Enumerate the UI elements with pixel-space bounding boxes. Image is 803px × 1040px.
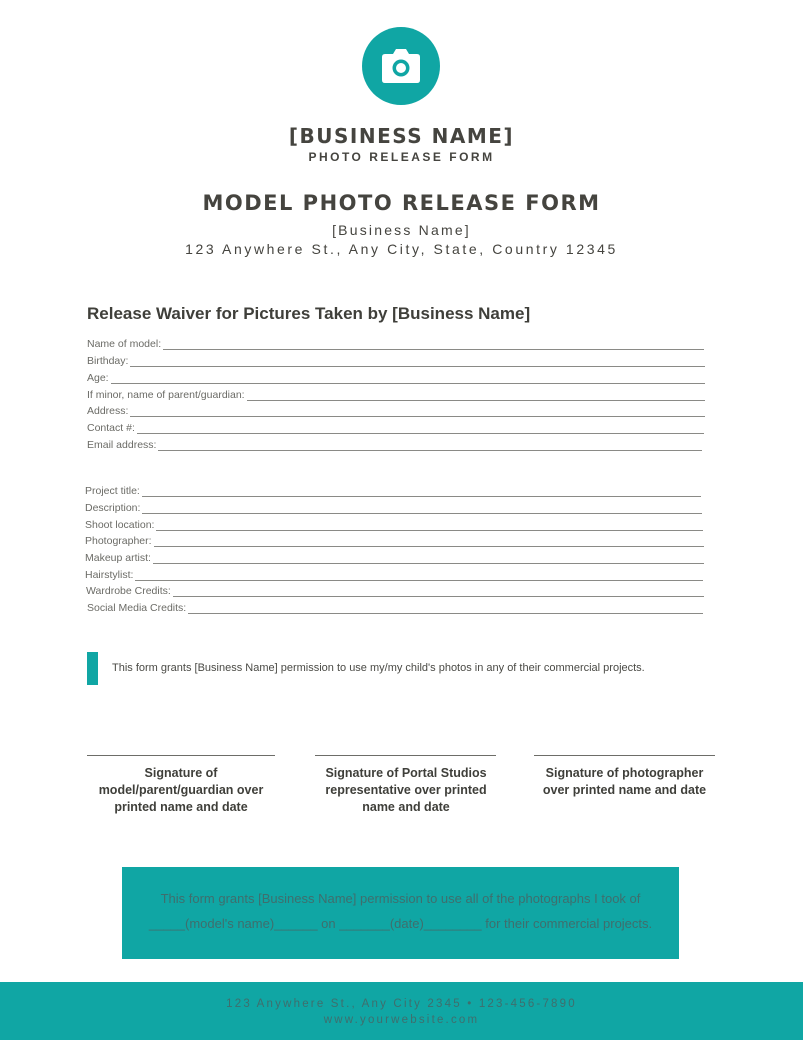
field-label: Birthday: <box>87 355 129 367</box>
field-label: Shoot location: <box>85 519 155 531</box>
field-label: Email address: <box>87 439 157 451</box>
permission-text-line-1: This form grants [Business Name] permission to use all of the photographs I took of <box>160 891 641 906</box>
footer-website: www.yourwebsite.com <box>323 1014 480 1026</box>
field-input-line[interactable] <box>153 553 704 564</box>
field-input-line[interactable] <box>173 586 704 597</box>
field-birthday[interactable] <box>87 353 705 367</box>
field-makeup-artist[interactable] <box>85 550 704 564</box>
grant-statement: This form grants [Business Name] permission to use my/my child's photos in any of their commercial projects. <box>112 662 645 674</box>
field-age[interactable] <box>87 370 705 384</box>
field-parent-guardian[interactable] <box>87 387 705 401</box>
footer <box>0 982 803 1040</box>
field-shoot-location[interactable] <box>85 517 703 531</box>
field-label: Hairstylist: <box>85 569 134 581</box>
signature-line-studio[interactable] <box>315 755 496 756</box>
business-address-line: 123 Anywhere St., Any City, State, Country 12345 <box>185 241 618 257</box>
field-label: Social Media Credits: <box>87 602 187 614</box>
signature-line-model[interactable] <box>87 755 275 756</box>
field-label: Description: <box>85 502 141 514</box>
footer-contact: 123 Anywhere St., Any City 2345 • 123-456-7890 <box>226 998 577 1010</box>
signature-caption-photographer: Signature of photographer over printed name and date <box>542 766 707 797</box>
field-label: Project title: <box>85 485 140 497</box>
signature-caption-model: Signature of model/parent/guardian over printed name and date <box>98 766 264 814</box>
field-input-line[interactable] <box>142 503 702 514</box>
signature-caption-studio: Signature of Portal Studios representative over printed name and date <box>325 766 487 814</box>
field-label: Name of model: <box>87 338 162 350</box>
field-label: Photographer: <box>85 535 152 547</box>
section-heading: Release Waiver for Pictures Taken by [Business Name] <box>87 304 531 323</box>
field-label: Address: <box>87 405 129 417</box>
field-input-line[interactable] <box>130 406 705 417</box>
field-input-line[interactable] <box>130 356 705 367</box>
permission-box <box>122 867 679 959</box>
page-title: MODEL PHOTO RELEASE FORM <box>202 191 601 215</box>
accent-bar <box>87 652 98 685</box>
camera-icon <box>379 46 423 86</box>
field-hairstylist[interactable] <box>85 567 703 581</box>
field-input-line[interactable] <box>156 520 703 531</box>
signature-line-photographer[interactable] <box>534 755 715 756</box>
field-photographer[interactable] <box>85 533 704 547</box>
field-label: If minor, name of parent/guardian: <box>87 389 245 401</box>
field-label: Contact #: <box>87 422 135 434</box>
field-input-line[interactable] <box>158 440 702 451</box>
field-input-line[interactable] <box>247 390 705 401</box>
field-input-line[interactable] <box>111 373 705 384</box>
field-input-line[interactable] <box>154 536 704 547</box>
business-name-heading: [BUSINESS NAME] <box>288 124 515 148</box>
field-social-media-credits[interactable] <box>87 600 703 614</box>
field-input-line[interactable] <box>137 423 704 434</box>
form-subtitle: PHOTO RELEASE FORM <box>308 150 495 164</box>
business-name-line: [Business Name] <box>332 222 471 238</box>
logo <box>362 27 440 105</box>
field-project-title[interactable] <box>85 483 701 497</box>
field-input-line[interactable] <box>188 603 703 614</box>
permission-text-line-2: _____(model's name)______ on _______(date)________ for their commercial projects. <box>148 916 653 931</box>
field-input-line[interactable] <box>142 486 701 497</box>
field-address[interactable] <box>87 403 705 417</box>
field-description[interactable] <box>85 500 702 514</box>
field-contact[interactable] <box>87 420 704 434</box>
field-label: Makeup artist: <box>85 552 151 564</box>
field-input-line[interactable] <box>163 339 704 350</box>
field-wardrobe-credits[interactable] <box>86 583 704 597</box>
field-email[interactable] <box>87 437 702 451</box>
field-label: Wardrobe Credits: <box>86 585 171 597</box>
field-name-of-model[interactable] <box>87 336 704 350</box>
field-input-line[interactable] <box>135 570 703 581</box>
field-label: Age: <box>87 372 109 384</box>
